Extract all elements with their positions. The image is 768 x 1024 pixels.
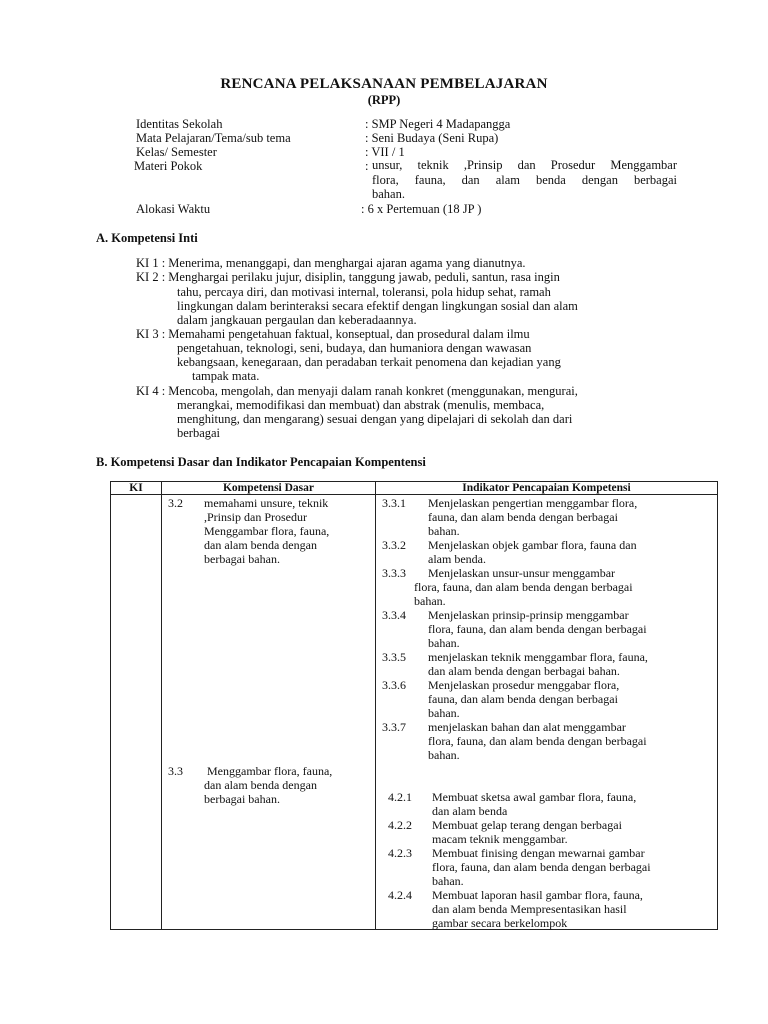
header-indikator: Indikator Pencapaian Kompetensi bbox=[376, 482, 718, 495]
ipk-line: bahan. bbox=[414, 594, 446, 608]
school-label: Identitas Sekolah bbox=[136, 117, 223, 131]
kd-line: berbagai bahan. bbox=[204, 792, 280, 806]
kd-number: 3.3 bbox=[168, 764, 183, 778]
ipk-line: menjelaskan bahan dan alat menggambar bbox=[428, 720, 626, 734]
materi-line: bahan. bbox=[372, 187, 405, 201]
ipk-line: bahan. bbox=[432, 874, 464, 888]
ki-line: lingkungan dalam berinteraksi secara efektif dengan lingkungan sosial dan alam bbox=[177, 299, 578, 313]
kd-line: dan alam benda dengan bbox=[204, 778, 317, 792]
ipk-line: Menjelaskan prosedur menggabar flora, bbox=[428, 678, 620, 692]
materi-label: Materi Pokok bbox=[134, 159, 203, 173]
ki-line: pengetahuan, teknologi, seni, budaya, dan humaniora dengan wawasan bbox=[177, 341, 532, 355]
ipk-line: menjelaskan teknik menggambar flora, fauna, bbox=[428, 650, 648, 664]
ipk-line: fauna, dan alam benda dengan berbagai bbox=[428, 692, 618, 706]
ipk-number: 3.3.7 bbox=[382, 720, 406, 734]
ipk-line: Menjelaskan objek gambar flora, fauna dan bbox=[428, 538, 637, 552]
kd-line: berbagai bahan. bbox=[204, 552, 280, 566]
ipk-number: 3.3.4 bbox=[382, 608, 406, 622]
ipk-number: 4.2.3 bbox=[388, 846, 412, 860]
kd-number: 3.2 bbox=[168, 496, 183, 510]
ipk-number: 4.2.1 bbox=[388, 790, 412, 804]
ipk-line: alam benda. bbox=[428, 552, 486, 566]
ki-line: tampak mata. bbox=[192, 369, 260, 383]
ipk-line: dan alam benda dengan berbagai bahan. bbox=[428, 664, 620, 678]
ipk-line: bahan. bbox=[428, 524, 460, 538]
ipk-number: 4.2.4 bbox=[388, 888, 412, 902]
ki-line: menghitung, dan mengarang) sesuai dengan yang dipelajari di sekolah dan dari bbox=[177, 412, 573, 426]
materi-value bbox=[372, 158, 677, 202]
ki-line: merangkai, memodifikasi dan membuat) dan abstrak (menulis, membaca, bbox=[177, 398, 545, 412]
class-value: : VII / 1 bbox=[365, 145, 405, 159]
ipk-line: macam teknik menggambar. bbox=[432, 832, 568, 846]
ki-line: KI 2 : Menghargai perilaku jujur, disiplin, tanggung jawab, peduli, santun, rasa ingin bbox=[136, 270, 560, 284]
ki-line: KI 1 : Menerima, menanggapi, dan menghargai ajaran agama yang dianutnya. bbox=[136, 256, 526, 270]
ki-cell bbox=[111, 495, 162, 930]
materi-line: unsur, teknik ,Prinsip dan Prosedur Menggambar bbox=[372, 158, 677, 172]
ipk-line: fauna, dan alam benda dengan berbagai bbox=[428, 510, 618, 524]
ki-line: KI 4 : Mencoba, mengolah, dan menyaji dalam ranah konkret (menggunakan, mengurai, bbox=[136, 384, 578, 398]
subject-value: : Seni Budaya (Seni Rupa) bbox=[365, 131, 499, 145]
ipk-number: 3.3.5 bbox=[382, 650, 406, 664]
alokasi-label: Alokasi Waktu bbox=[136, 202, 211, 216]
page-subtitle: (RPP) bbox=[367, 93, 401, 107]
ipk-line: flora, fauna, dan alam benda dengan berbagai bbox=[428, 622, 647, 636]
ipk-line: Membuat finising dengan mewarnai gambar bbox=[432, 846, 645, 860]
section-b-heading: B. Kompetensi Dasar dan Indikator Pencapaian Kompentensi bbox=[96, 455, 426, 469]
ipk-line: gambar secara berkelompok bbox=[432, 916, 568, 930]
ipk-line: flora, fauna, dan alam benda dengan berbagai bbox=[414, 580, 633, 594]
ipk-line: flora, fauna, dan alam benda dengan berbagai bbox=[432, 860, 651, 874]
ipk-line: bahan. bbox=[428, 748, 460, 762]
ipk-line: dan alam benda Mempresentasikan hasil bbox=[432, 902, 627, 916]
kd-cell bbox=[162, 495, 376, 930]
ki-line: KI 3 : Memahami pengetahuan faktual, konseptual, dan prosedural dalam ilmu bbox=[136, 327, 530, 341]
kd-line: ,Prinsip dan Prosedur bbox=[204, 510, 307, 524]
ipk-line: dan alam benda bbox=[432, 804, 508, 818]
kd-line: Menggambar flora, fauna, bbox=[207, 764, 333, 778]
ipk-number: 3.3.2 bbox=[382, 538, 406, 552]
ki-line: dalam jangkauan pergaulan dan keberadaannya. bbox=[177, 313, 417, 327]
class-label: Kelas/ Semester bbox=[136, 145, 217, 159]
ki-line: berbagai bbox=[177, 426, 221, 440]
ipk-line: Membuat gelap terang dengan berbagai bbox=[432, 818, 622, 832]
kd-line: Menggambar flora, fauna, bbox=[204, 524, 330, 538]
materi-colon: : bbox=[365, 159, 369, 173]
ipk-line: bahan. bbox=[428, 706, 460, 720]
subject-label: Mata Pelajaran/Tema/sub tema bbox=[136, 131, 291, 145]
ipk-line: Menjelaskan pengertian menggambar flora, bbox=[428, 496, 638, 510]
school-value: : SMP Negeri 4 Madapangga bbox=[365, 117, 511, 131]
ki-line: tahu, percaya diri, dan motivasi internal, toleransi, pola hidup sehat, ramah bbox=[177, 285, 551, 299]
header-ki: KI bbox=[111, 482, 162, 495]
alokasi-value: : 6 x Pertemuan (18 JP ) bbox=[361, 202, 482, 216]
ipk-line: Menjelaskan unsur-unsur menggambar bbox=[428, 566, 616, 580]
kd-line: dan alam benda dengan bbox=[204, 538, 317, 552]
header-kompetensi-dasar: Kompetensi Dasar bbox=[162, 482, 376, 495]
ipk-line: flora, fauna, dan alam benda dengan berbagai bbox=[428, 734, 647, 748]
ipk-number: 3.3.6 bbox=[382, 678, 406, 692]
ipk-number: 3.3.3 bbox=[382, 566, 406, 580]
ipk-cell bbox=[376, 495, 718, 930]
ki-line: kebangsaan, kenegaraan, dan peradaban terkait penomena dan kejadian yang bbox=[177, 355, 561, 369]
table-row bbox=[111, 495, 718, 930]
materi-line: flora, fauna, dan alam benda dengan berbagai bbox=[372, 172, 677, 187]
ipk-number: 3.3.1 bbox=[382, 496, 406, 510]
ipk-line: bahan. bbox=[428, 636, 460, 650]
ipk-number: 4.2.2 bbox=[388, 818, 412, 832]
page-title: RENCANA PELAKSANAAN PEMBELAJARAN bbox=[220, 76, 548, 92]
kd-line: memahami unsure, teknik bbox=[204, 496, 329, 510]
section-a-heading: A. Kompetensi Inti bbox=[96, 231, 198, 245]
ipk-line: Membuat laporan hasil gambar flora, fauna, bbox=[432, 888, 643, 902]
ipk-line: Membuat sketsa awal gambar flora, fauna, bbox=[432, 790, 637, 804]
ipk-line: Menjelaskan prinsip-prinsip menggambar bbox=[428, 608, 629, 622]
table-header-row bbox=[111, 482, 718, 495]
kd-ipk-table bbox=[110, 481, 718, 930]
